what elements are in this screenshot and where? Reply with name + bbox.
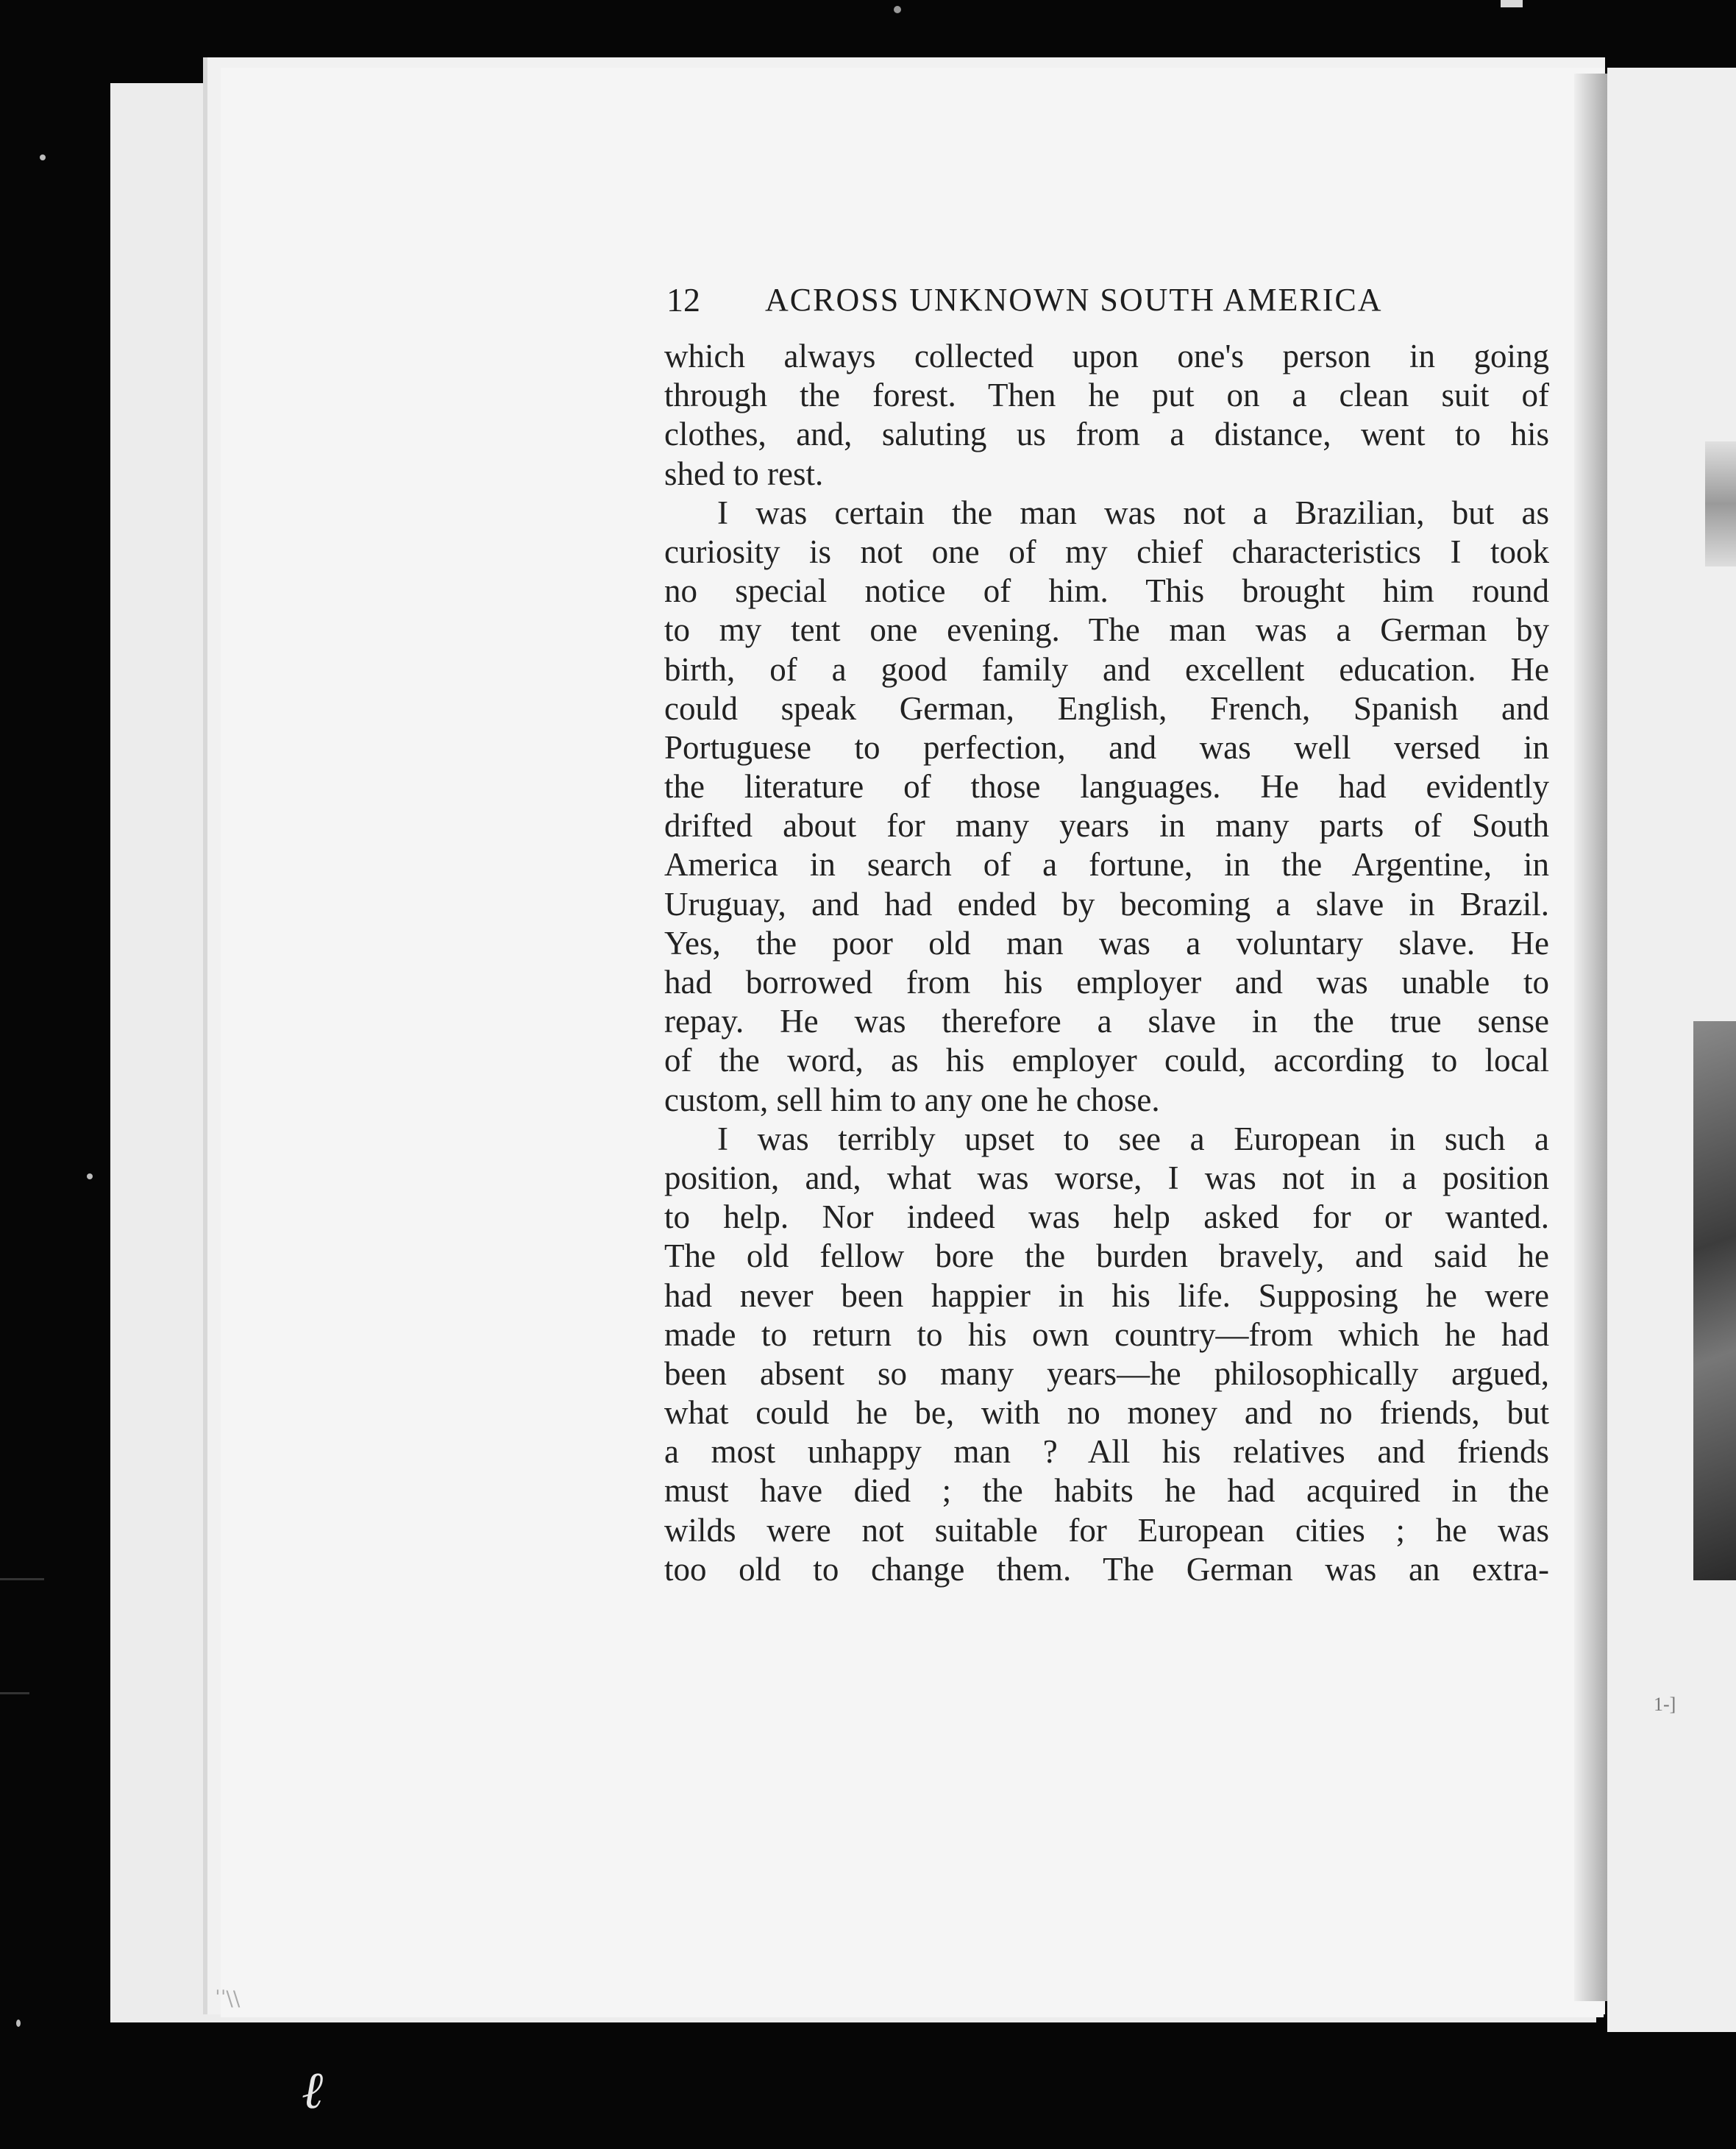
text-line: America in search of a fortune, in the Argentine, in: [664, 846, 1549, 884]
scan-dust: [40, 154, 46, 160]
scan-edge-artifact: [1501, 0, 1523, 7]
scan-dust: [87, 1173, 93, 1179]
text-line: drifted about for many years in many parts of South: [664, 807, 1549, 845]
text-line: made to return to his own country—from which he had: [664, 1315, 1549, 1353]
running-title: ACROSS UNKNOWN SOUTH AMERICA: [765, 282, 1383, 318]
scan-edge-artifact: [0, 1692, 29, 1694]
text-line: been absent so many years—he philosophically argued,: [664, 1354, 1549, 1392]
text-line: Uruguay, and had ended by becoming a slave in Brazil.: [664, 885, 1549, 923]
facing-page-folio: 1-]: [1654, 1694, 1676, 1715]
text-line: I was terribly upset to see a European in such a: [717, 1120, 1549, 1157]
text-line: no special notice of him. This brought him round: [664, 572, 1549, 610]
text-line: had never been happier in his life. Supposing he were: [664, 1276, 1549, 1314]
page-number: 12: [666, 281, 700, 319]
text-line: shed to rest.: [664, 455, 824, 492]
text-line: to help. Nor indeed was help asked for or wanted.: [664, 1198, 1549, 1236]
text-line: a most unhappy man ? All his relatives and friends: [664, 1433, 1549, 1471]
scan-edge-artifact: [0, 1578, 44, 1580]
text-line: Yes, the poor old man was a voluntary slave. He: [664, 924, 1549, 962]
text-line: must have died ; the habits he had acquired in the: [664, 1472, 1549, 1510]
running-head: [666, 278, 1549, 322]
text-line: had borrowed from his employer and was unable to: [664, 964, 1549, 1001]
text-line: clothes, and, saluting us from a distance, went to his: [664, 416, 1549, 453]
text-line: custom, sell him to any one he chose.: [664, 1081, 1160, 1118]
body-text: [664, 337, 1549, 1589]
text-line: could speak German, English, French, Spanish and: [664, 689, 1549, 727]
text-line: too old to change them. The German was an extra-: [664, 1550, 1549, 1588]
facing-page-photo-plate: [1693, 1021, 1736, 1580]
text-line: which always collected upon one's person in going: [664, 338, 1549, 374]
text-line: I was certain the man was not a Brazilian, but as: [717, 494, 1549, 531]
text-line: birth, of a good family and excellent education. He: [664, 650, 1549, 688]
binding-gutter-shadow: [1574, 74, 1607, 2001]
text-line: what could he be, with no money and no friends, but: [664, 1394, 1549, 1432]
text-line: Portuguese to perfection, and was well versed in: [664, 728, 1549, 766]
text-line: through the forest. Then he put on a clean suit of: [664, 377, 1549, 414]
text-line: position, and, what was worse, I was not in a position: [664, 1159, 1549, 1196]
text-line: wilds were not suitable for European cities ; he was: [664, 1511, 1549, 1549]
handwritten-mark: ℓ: [302, 2060, 324, 2120]
text-line: the literature of those languages. He had evidently: [664, 768, 1549, 806]
text-line: The old fellow bore the burden bravely, and said he: [664, 1237, 1549, 1275]
text-line: of the word, as his employer could, according to local: [664, 1042, 1549, 1079]
text-line: repay. He was therefore a slave in the true sense: [664, 1003, 1549, 1040]
scan-dust: [16, 2020, 21, 2027]
scan-dust: [894, 6, 901, 13]
text-line: curiosity is not one of my chief characteristics I took: [664, 533, 1549, 570]
facing-page-photo-fragment: [1705, 441, 1736, 566]
text-line: to my tent one evening. The man was a German by: [664, 611, 1549, 649]
page-bottom-mark: ˈˈ\\: [215, 1986, 241, 2011]
